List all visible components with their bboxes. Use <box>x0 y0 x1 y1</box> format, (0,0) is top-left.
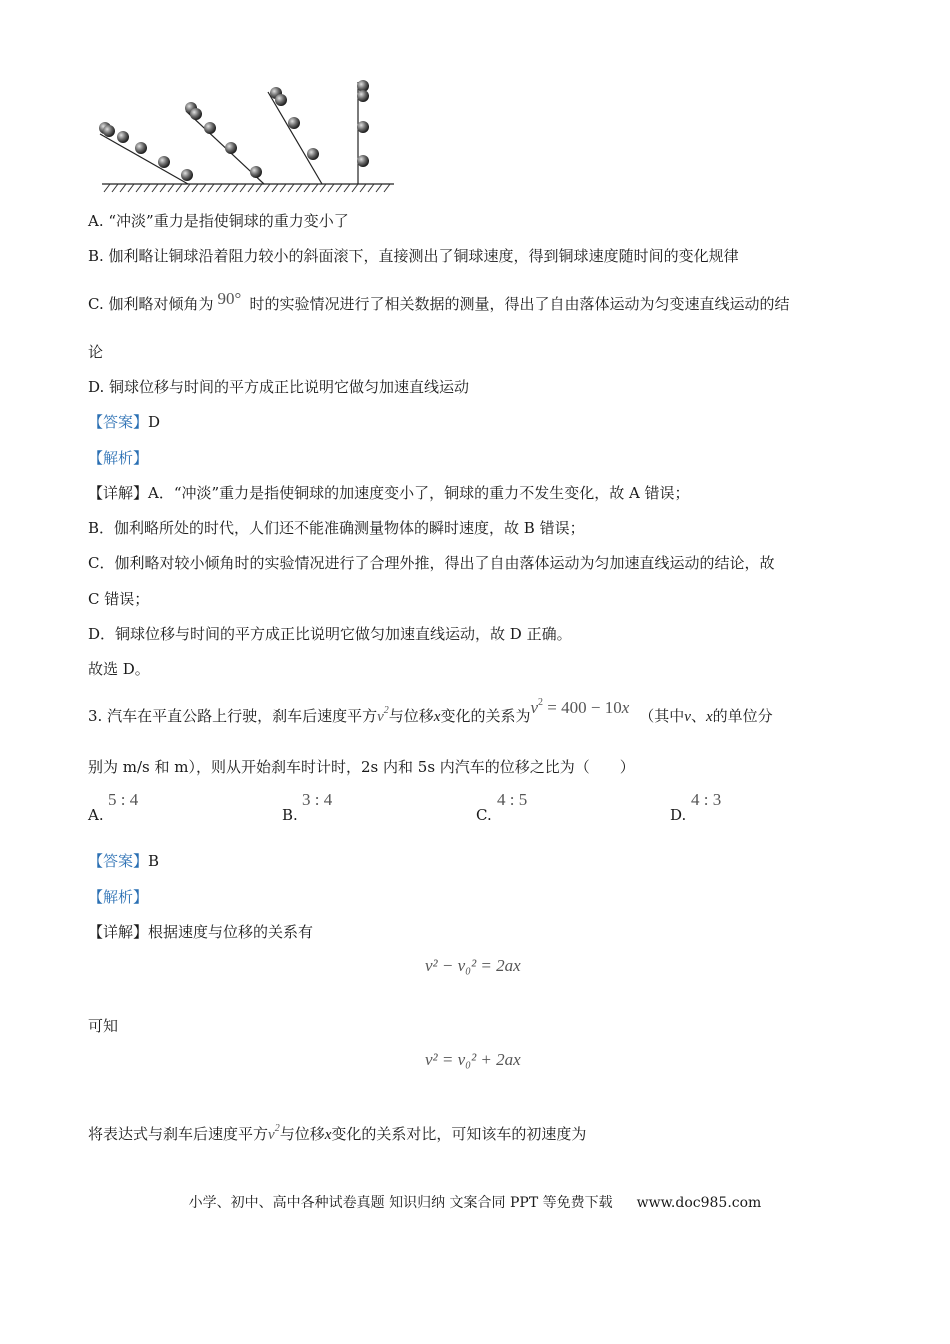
option-c-tail: 论 <box>88 343 104 361</box>
equation-2: v² = v₀² + 2ax <box>425 1050 521 1069</box>
detail-tag: 【详解】 <box>88 484 149 502</box>
question-3-stem-line2: 别为 m/s 和 m），则从开始刹车时计时，2s 内和 5s 内汽车的位移之比为（ ） <box>88 758 635 776</box>
detail-q3: 【详解】根据速度与位移的关系有 <box>88 923 314 941</box>
analysis-tag-q3: 【解析】 <box>88 888 149 906</box>
footer-text: 小学、初中、高中各种试卷真题 知识归纳 文案合同 PPT 等免费下载 <box>188 1195 613 1211</box>
option-b: B. 伽利略让铜球沿着阻力较小的斜面滚下，直接测出了铜球速度，得到铜球速度随时间的变化规律 <box>88 247 739 265</box>
question-3-stem: 3. 汽车在平直公路上行驶，刹车后速度平方$v^2$与位移x变化的关系为$v^2 = 400 - 10x$ （其中v、x的单位分 <box>88 697 773 725</box>
answer-tag: 【答案】 <box>88 413 149 431</box>
answer-value: D <box>148 413 161 431</box>
footer <box>0 1192 950 1212</box>
know-label: 可知 <box>88 1017 119 1035</box>
detail-a: 【详解】A．“冲淡”重力是指使铜球的加速度变小了，铜球的重力不发生变化，故 A 错误； <box>88 484 690 502</box>
detail-d: D．铜球位移与时间的平方成正比说明它做匀加速直线运动，故 D 正确。 <box>88 625 572 643</box>
inclined-plane-figure <box>98 76 398 194</box>
conclusion: 故选 D。 <box>88 660 150 678</box>
option-d: D. 铜球位移与时间的平方成正比说明它做匀加速直线运动 <box>88 378 470 396</box>
option-c <box>88 289 790 314</box>
option-a: A. “冲淡”重力是指使铜球的重力变小了 <box>88 212 349 230</box>
formula: $v^2 = 400 - 10x$ <box>530 697 630 717</box>
detail-c1: C．伽利略对较小倾角时的实验情况进行了合理外推，得出了自由落体运动为匀加速直线运动的结论，故 <box>88 554 775 572</box>
angle-value: 90° <box>217 289 242 308</box>
detail-c2: C 错误； <box>88 590 150 608</box>
last-line: 将表达式与刹车后速度平方$v^2$与位移x变化的关系对比，可知该车的初速度为 <box>88 1123 587 1143</box>
footer-site-link[interactable]: www.doc985.com <box>636 1195 762 1211</box>
answer-row-q2 <box>88 412 160 432</box>
document-page: A. “冲淡”重力是指使铜球的重力变小了 B. 伽利略让铜球沿着阻力较小的斜面滚下，直接测出了铜球速度，得到铜球速度随时间的变化规律 C. 伽利略对倾角为 90° 时的实验情况进行了相关数据的测量，得出了自由落体运动为匀变速直线运动的结 论 D. 铜球位移与时间的平方成正比说明它做匀加速直线运动 【答案】D 【解析】 【详解】A．“冲淡”重力是指使铜球的加速度变小了，铜球的重力不发生变化，故 A 错误； B．伽利略所处的时代，人们还不能准确测量物体的瞬时速度，故 B 错误； C．伽利略对较小倾角时的实验情况进行了合理外推，得出了自由落体运动为匀加速直线运动的结论，故 C 错误； D．铜球位移与时间的平方成正比说明它做匀加速直线运动，故 D 正确。 故选 D。 3. 汽车在平直公路上行驶，刹车后速度平方$v^2$与位移x变化的关系为$v^2 = 400 - 10x$ （其中v、x的单位分 别为 m/s 和 m），则从开始刹车时计时，2s 内和 5s 内汽车的位移之比为（ ） A. 5 : 4 B. 3 : 4 C. 4 : 5 D. 4 : 3 【答案】B 【解析】 【详解】根据速度与位移的关系有 v² − v₀² = 2ax 可知 v² = v₀² + 2ax 将表达式与刹车后速度平方$v^2$与位移x变化的关系对比，可知该车的初速度为 小学、初中、高中各种试卷真题 知识归纳 文案合同 PPT 等免费下载 www.doc985.com <box>0 0 950 1344</box>
option-c-pre: C. 伽利略对倾角为 <box>88 295 214 313</box>
equation-1: v² − v₀² = 2ax <box>425 956 521 975</box>
answer-row-q3: 【答案】B <box>88 852 160 870</box>
answer-value-q3: B <box>148 852 160 870</box>
analysis-tag: 【解析】 <box>88 449 149 467</box>
detail-b: B．伽利略所处的时代，人们还不能准确测量物体的瞬时速度，故 B 错误； <box>88 519 585 537</box>
option-c-post: 时的实验情况进行了相关数据的测量，得出了自由落体运动为匀变速直线运动的结 <box>249 295 790 313</box>
